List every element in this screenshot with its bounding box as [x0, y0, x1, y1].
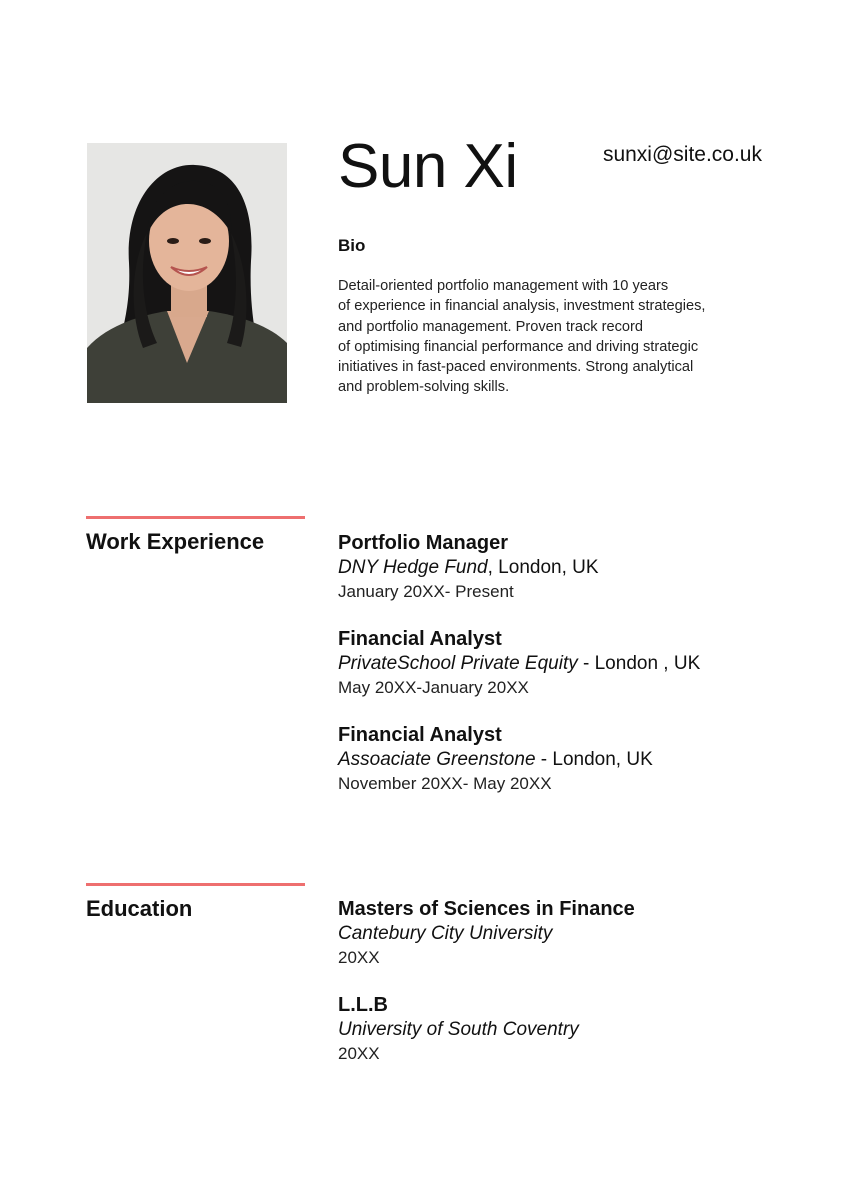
job-dates: January 20XX- Present — [338, 582, 514, 601]
employer — [338, 556, 778, 580]
work-entry — [338, 723, 778, 795]
job-title: Portfolio Manager — [338, 532, 509, 554]
education-entries — [338, 897, 778, 1089]
education-section-divider — [86, 883, 305, 886]
school-name: University of South Coventry — [338, 1019, 579, 1040]
email-address[interactable]: sunxi@site.co.uk — [602, 143, 762, 166]
employer-name: DNY Hedge Fund — [338, 557, 488, 578]
school — [338, 1018, 778, 1042]
employer — [338, 652, 778, 676]
bio-heading: Bio — [338, 236, 366, 255]
bio-paragraph — [338, 276, 768, 398]
employer — [338, 748, 778, 772]
work-entry — [338, 531, 778, 603]
job-dates: November 20XX- May 20XX — [338, 774, 552, 793]
portrait-photo-icon — [87, 143, 287, 403]
bio-line: and portfolio management. Proven track record — [338, 318, 644, 335]
candidate-name: Sun Xi — [338, 132, 518, 201]
profile-photo — [87, 143, 287, 403]
school — [338, 922, 778, 946]
employer-location: - London, UK — [535, 749, 653, 770]
education-entry — [338, 897, 778, 969]
degree: Masters of Sciences in Finance — [338, 898, 635, 920]
work-section-title: Work Experience — [86, 529, 265, 554]
graduation-year: 20XX — [338, 948, 380, 967]
job-title: Financial Analyst — [338, 628, 502, 650]
bio-line: and problem-solving skills. — [338, 379, 510, 396]
degree: L.L.B — [338, 994, 388, 1016]
employer-name: Assoaciate Greenstone — [338, 749, 536, 770]
work-entries — [338, 531, 778, 819]
employer-name: PrivateSchool Private Equity — [338, 653, 578, 674]
bio-line: of optimising financial performance and driving strategic — [338, 338, 699, 355]
education-entry — [338, 993, 778, 1065]
work-entry — [338, 627, 778, 699]
school-name: Cantebury City University — [338, 923, 553, 944]
employer-location: , London, UK — [487, 557, 599, 578]
job-dates: May 20XX-January 20XX — [338, 678, 529, 697]
graduation-year: 20XX — [338, 1044, 380, 1063]
education-section-title: Education — [86, 896, 193, 921]
job-title: Financial Analyst — [338, 724, 502, 746]
bio-line: of experience in financial analysis, investment strategies, — [338, 298, 706, 315]
bio-line: initiatives in fast-paced environments. Strong analytical — [338, 359, 694, 376]
employer-location: - London , UK — [577, 653, 701, 674]
bio-line: Detail-oriented portfolio management with 10 years — [338, 278, 669, 294]
work-section-divider — [86, 516, 305, 519]
